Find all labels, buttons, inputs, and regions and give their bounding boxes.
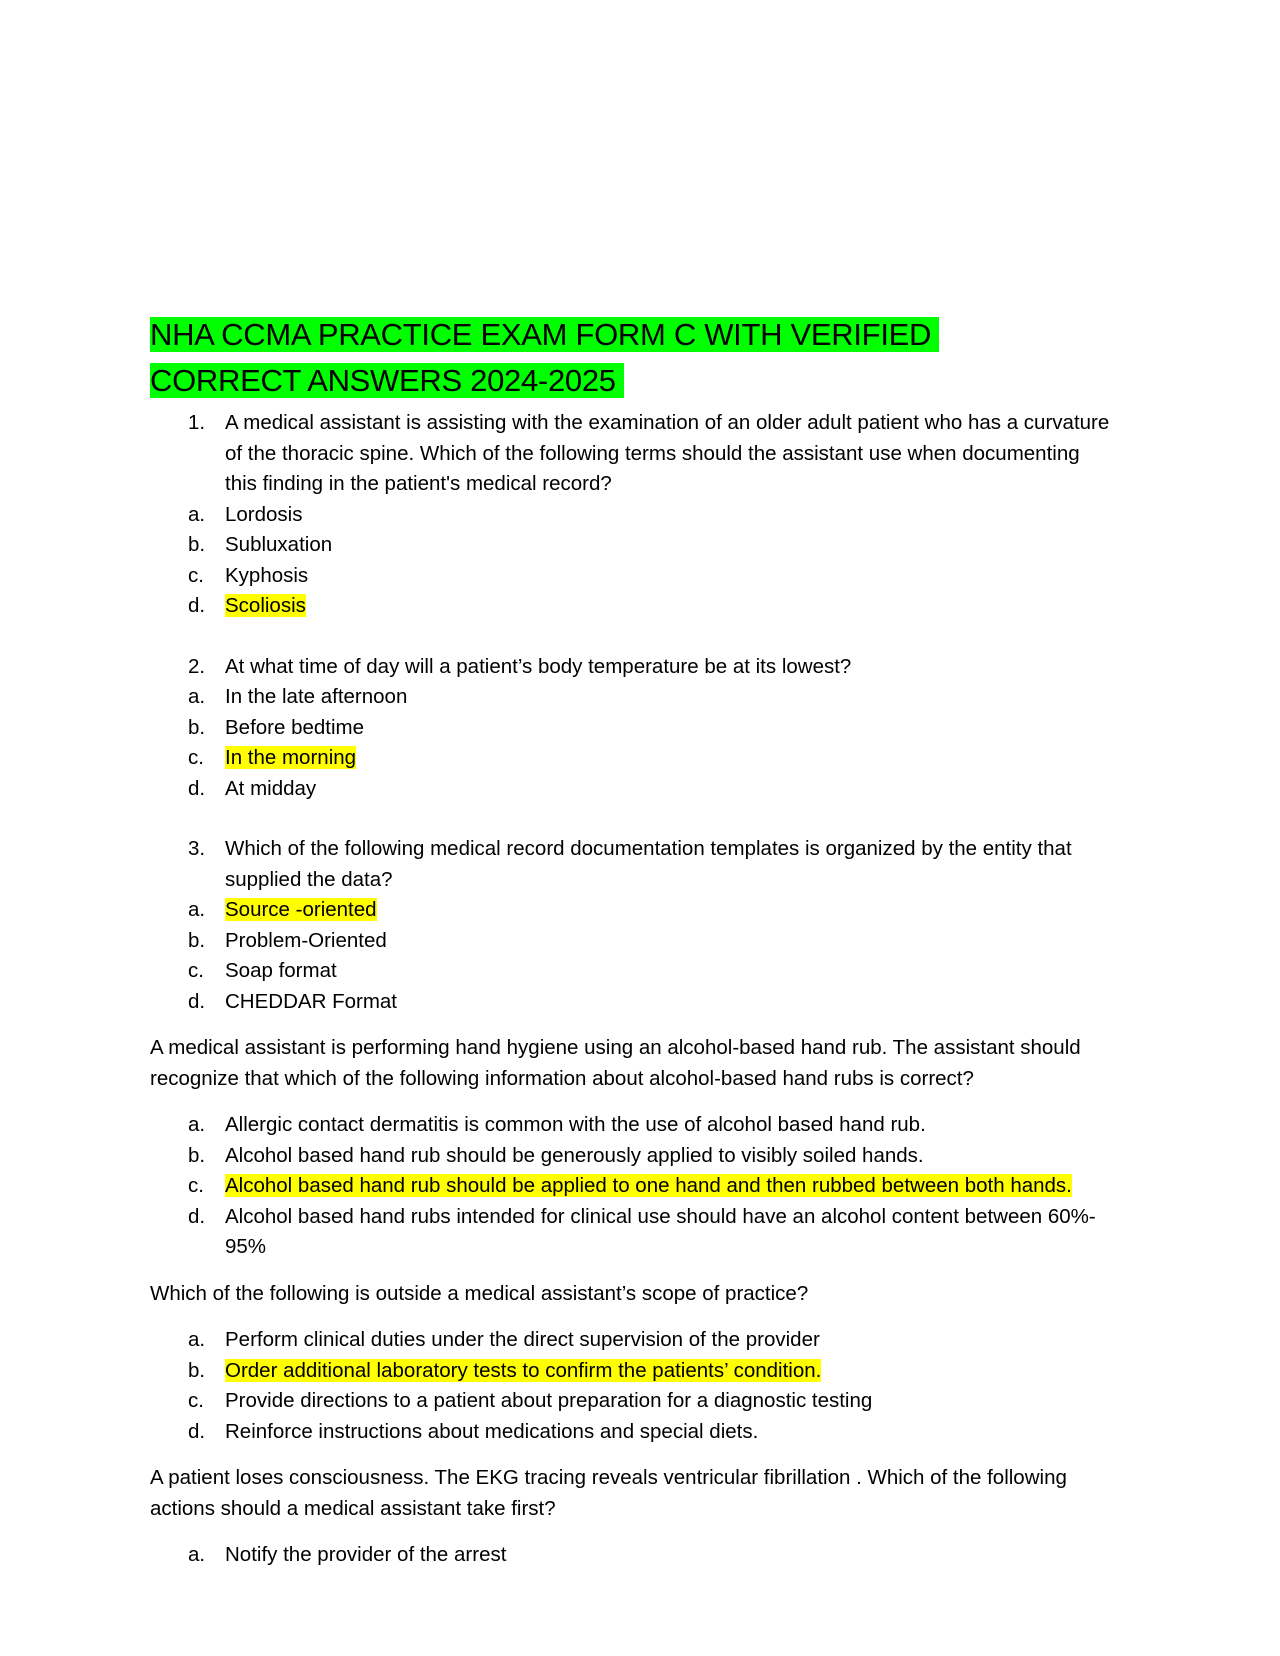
option-text: Problem-Oriented xyxy=(225,928,387,952)
option-label: c. xyxy=(188,959,204,982)
title-line-1: NHA CCMA PRACTICE EXAM FORM C WITH VERIFIED xyxy=(150,317,939,352)
option-text: Provide directions to a patient about preparation for a diagnostic testing xyxy=(225,1389,873,1412)
answer-option xyxy=(150,926,1110,957)
answer-option xyxy=(150,682,1110,713)
question-text: Which of the following is outside a medical assistant’s scope of practice? xyxy=(150,1281,809,1305)
answer-option-highlighted xyxy=(150,1356,1110,1387)
question-stem xyxy=(150,834,1110,895)
option-label: c. xyxy=(188,1174,204,1197)
answer-option xyxy=(150,1325,1110,1356)
answer-option xyxy=(150,713,1110,744)
question-stem xyxy=(150,408,1110,500)
question-2 xyxy=(150,652,1110,805)
option-label: c. xyxy=(188,746,204,769)
option-text: Perform clinical duties under the direct supervision of the provider xyxy=(225,1328,820,1351)
document-title xyxy=(150,312,1110,404)
answer-option xyxy=(150,1202,1110,1263)
option-label: c. xyxy=(188,1389,204,1412)
option-text: Soap format xyxy=(225,959,337,982)
question-stem xyxy=(150,652,1110,683)
question-1 xyxy=(150,408,1110,622)
option-label: b. xyxy=(188,715,206,739)
question-text: At what time of day will a patient’s body temperature be at its lowest? xyxy=(225,654,852,678)
answer-option-highlighted xyxy=(150,895,1110,926)
option-text: Before bedtime xyxy=(225,715,365,739)
option-text: Notify the provider of the arrest xyxy=(225,1543,507,1566)
question-text: Which of the following medical record documentation templates is organized by the entity that supplied the data? xyxy=(225,837,1072,891)
option-label: a. xyxy=(188,1113,206,1136)
answer-option-highlighted xyxy=(150,743,1110,774)
answer-option xyxy=(150,774,1110,805)
answer-option xyxy=(150,987,1110,1018)
answer-option-highlighted xyxy=(150,1171,1110,1202)
option-text: Alcohol based hand rubs intended for clinical use should have an alcohol content between 60%- 95% xyxy=(225,1204,1096,1258)
document-content xyxy=(150,312,1110,1571)
option-label: a. xyxy=(188,1328,206,1351)
answer-option-highlighted xyxy=(150,591,1110,622)
option-text: Kyphosis xyxy=(225,563,309,587)
correct-answer-highlight: Scoliosis xyxy=(225,594,306,617)
option-text: Alcohol based hand rub should be generously applied to visibly soiled hands. xyxy=(225,1143,924,1167)
option-label: d. xyxy=(188,776,206,800)
question-text: A medical assistant is performing hand hygiene using an alcohol-based hand rub. The assistant should recognize that which of the following information about alcohol-based hand rubs is correct? xyxy=(150,1036,1081,1090)
option-label: b. xyxy=(188,533,206,556)
question-number: 2. xyxy=(188,654,206,678)
option-text: CHEDDAR Format xyxy=(225,989,397,1013)
answer-option xyxy=(150,956,1110,987)
option-label: a. xyxy=(188,685,206,708)
answer-option xyxy=(150,561,1110,592)
spacer xyxy=(150,804,1110,834)
option-label: b. xyxy=(188,928,206,952)
title-line-2: CORRECT ANSWERS 2024-2025 xyxy=(150,363,624,398)
question-4 xyxy=(150,1033,1110,1263)
option-label: d. xyxy=(188,1204,206,1228)
correct-answer-highlight: In the morning xyxy=(225,746,357,769)
option-label: d. xyxy=(188,989,206,1013)
answer-option xyxy=(150,1417,1110,1448)
correct-answer-highlight: Order additional laboratory tests to confirm the patients’ condition. xyxy=(225,1358,822,1382)
answer-option xyxy=(150,1386,1110,1417)
question-text: A medical assistant is assisting with the examination of an older adult patient who has a curvature of the thoracic spine. Which of the following terms should the assistant use when documenting this finding in the patient's medical record? xyxy=(225,411,1110,495)
question-text: A patient loses consciousness. The EKG tracing reveals ventricular fibrillation . Which of the following actions should a medical assistant take first? xyxy=(150,1466,1067,1520)
answer-option xyxy=(150,500,1110,531)
question-number: 3. xyxy=(188,837,206,860)
correct-answer-highlight: Source -oriented xyxy=(225,898,377,921)
option-label: a. xyxy=(188,898,206,921)
option-text: Subluxation xyxy=(225,533,333,556)
question-3 xyxy=(150,834,1110,1017)
option-text: At midday xyxy=(225,776,317,800)
answer-option xyxy=(150,1110,1110,1141)
option-label: a. xyxy=(188,502,206,526)
answer-option xyxy=(150,1540,1110,1571)
correct-answer-highlight: Alcohol based hand rub should be applied to one hand and then rubbed between both hands. xyxy=(225,1174,1072,1197)
option-label: a. xyxy=(188,1543,206,1566)
question-5 xyxy=(150,1279,1110,1448)
option-text: Reinforce instructions about medications and special diets. xyxy=(225,1419,759,1443)
option-label: c. xyxy=(188,563,204,587)
answer-option xyxy=(150,530,1110,561)
answer-option xyxy=(150,1141,1110,1172)
question-number: 1. xyxy=(188,411,206,434)
option-label: d. xyxy=(188,1419,206,1443)
question-6 xyxy=(150,1463,1110,1571)
option-text: In the late afternoon xyxy=(225,685,408,708)
option-text: Lordosis xyxy=(225,502,303,526)
option-label: b. xyxy=(188,1143,206,1167)
spacer xyxy=(150,622,1110,652)
option-text: Allergic contact dermatitis is common with the use of alcohol based hand rub. xyxy=(225,1113,926,1136)
option-label: b. xyxy=(188,1358,206,1382)
option-label: d. xyxy=(188,594,206,617)
